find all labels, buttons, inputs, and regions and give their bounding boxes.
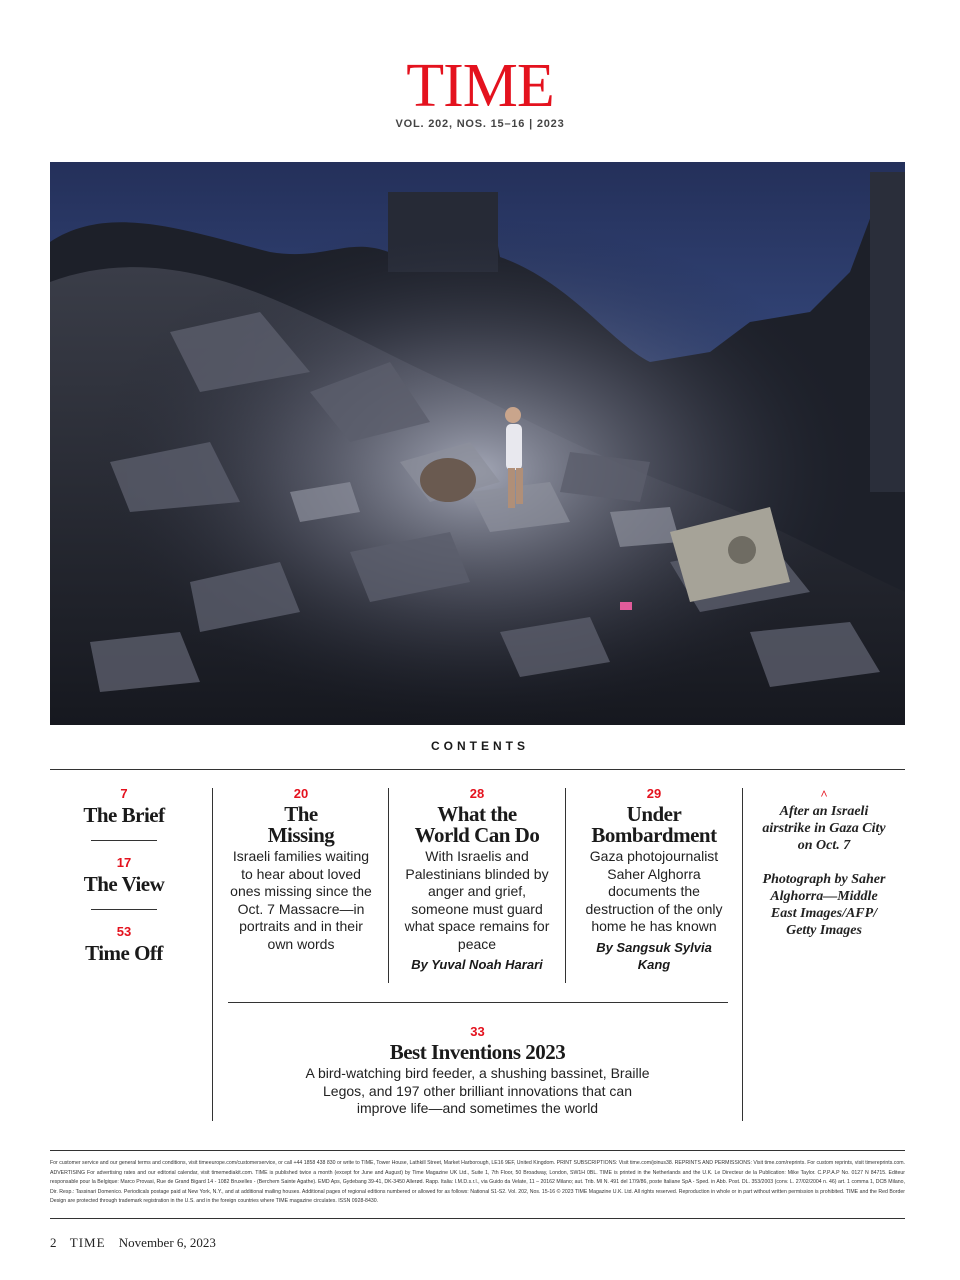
story-dek: Israeli families waiting to hear about loved ones missing since the Oct. 7 Massacre—in portraits and in their own words	[230, 848, 372, 952]
department-title: The Brief	[83, 803, 165, 827]
folio-page-number: 2	[50, 1235, 57, 1250]
column-divider	[212, 788, 213, 1121]
caret-up-icon: ^	[820, 787, 828, 802]
story-what-the-world-can-do[interactable]	[402, 786, 552, 973]
feature-title: Best Inventions 2023	[389, 1040, 566, 1064]
story-dek: With Israelis and Palestinians blinded by anger and grief, someone must guard what space remains for peace	[404, 848, 550, 952]
page-number: 28	[469, 786, 485, 801]
folio-date: November 6, 2023	[118, 1235, 216, 1250]
volume-info: VOL. 202, NOS. 15–16 | 2023	[395, 118, 565, 130]
departments-column	[50, 786, 198, 966]
column-divider	[742, 788, 743, 1121]
story-under-bombardment[interactable]	[579, 786, 729, 973]
page-number: 53	[116, 924, 132, 939]
story-title: Under Bombardment	[591, 802, 717, 847]
story-dek: Gaza photojournalist Saher Alghorra documents the destruction of the only home he has known	[585, 848, 723, 934]
page-folio	[50, 1235, 226, 1251]
department-title: The View	[83, 872, 165, 896]
fineprint-top-rule	[50, 1150, 905, 1151]
contents-top-rule	[50, 769, 905, 770]
page-number: 7	[120, 786, 128, 801]
photo-caption	[760, 786, 888, 939]
story-byline: By Sangsuk Sylvia Kang	[596, 939, 712, 972]
department-the-view[interactable]	[50, 855, 198, 897]
contents-heading: CONTENTS	[431, 739, 529, 753]
fineprint-bottom-rule	[50, 1218, 905, 1219]
page-number: 29	[646, 786, 662, 801]
cover-photo-gaza-rubble	[50, 162, 905, 725]
department-title: Time Off	[85, 941, 163, 965]
story-title: The Missing	[267, 802, 335, 847]
story-byline: By Yuval Noah Harari	[411, 957, 543, 972]
page-number: 20	[293, 786, 309, 801]
folio-brand: TIME	[69, 1235, 106, 1250]
feature-dek: A bird-watching bird feeder, a shushing bassinet, Braille Legos, and 197 other brilliant innovations that can improve life—and sometimes the world	[305, 1065, 650, 1116]
time-masthead-logo: TIME	[406, 52, 554, 120]
photo-credit: Photograph by Saher Alghorra—Middle East Images/AFP/ Getty Images	[762, 872, 886, 938]
feature-best-inventions[interactable]	[300, 1024, 655, 1118]
story-the-missing[interactable]	[226, 786, 376, 953]
column-divider	[388, 788, 389, 983]
divider	[91, 840, 157, 841]
column-divider	[565, 788, 566, 983]
divider	[91, 909, 157, 910]
feature-divider	[228, 1002, 728, 1003]
page-number: 17	[116, 855, 132, 870]
page-number: 33	[470, 1024, 485, 1039]
caption-text: After an Israeli airstrike in Gaza City on Oct. 7	[762, 804, 886, 853]
department-the-brief[interactable]	[50, 786, 198, 828]
legal-fineprint: For customer service and our general terms and conditions, visit timeeurope.com/customerservice, or call +44 1858 438 830 or write to TIME, Tower House, Lathkill Street, Market Harborough, LE16 9EF, United Kingdom. PRINT SUBSCRIPTIONS: Visit time.com/joinus38. REPRINTS AND PERMISSIONS: Visit time.com/reprints. For custom reprints, visit timereprints.com. ADVERTISING For advertising rates and our editorial calendar, visit timemediakit.com. TIME is published twice a month (except for June and August) by Time Magazine UK Ltd., Suite 1, 7th Floor, 50 Broadway, London, SW1H 0BL. TIME is printed in the Netherlands and the U.K. Le Directeur de la Publication: Mike Taylor. C.P.P.A.P No. 0127 N 84715. Editeur responsable pour la Belgique: Marco Provasi, Rue de Grand Bigard 14 - 1082 Bruxelles - (Berchem Sainte Agathe). EMD Aps, Gydebang 39-41, DK-3450 Allerød. Rapp. Italia: I.M.D.s.r.l., via Guido da Velate, 11 – 20162 Milano; aut. Trib. MI N. 491 del 17/9/86, poste Italiane SpA - Sped. in Abb. Post. DL. 353/2003 (conv. L. 27/02/2004 n. 46) art. 1 comma 1, DCB Milano, Dir. Resp.: Tassinari Domenico. Periodicals postage paid at New York, N.Y., and at additional mailing houses. Additional pages of regional editions numbered or allowed for as follows: National S1-S2. Vol. 202, Nos. 15-16 © 2023 TIME Magazine U.K. Ltd. All rights reserved. Reproduction in whole or in part without written permission is prohibited. TIME and the Red Border Design are protected through trademark registration in the U.S. and in the foreign countries where TIME magazine circulates. ISSN 0928-8430.	[50, 1160, 905, 1204]
department-time-off[interactable]	[50, 924, 198, 966]
story-title: What the World Can Do	[414, 802, 540, 847]
